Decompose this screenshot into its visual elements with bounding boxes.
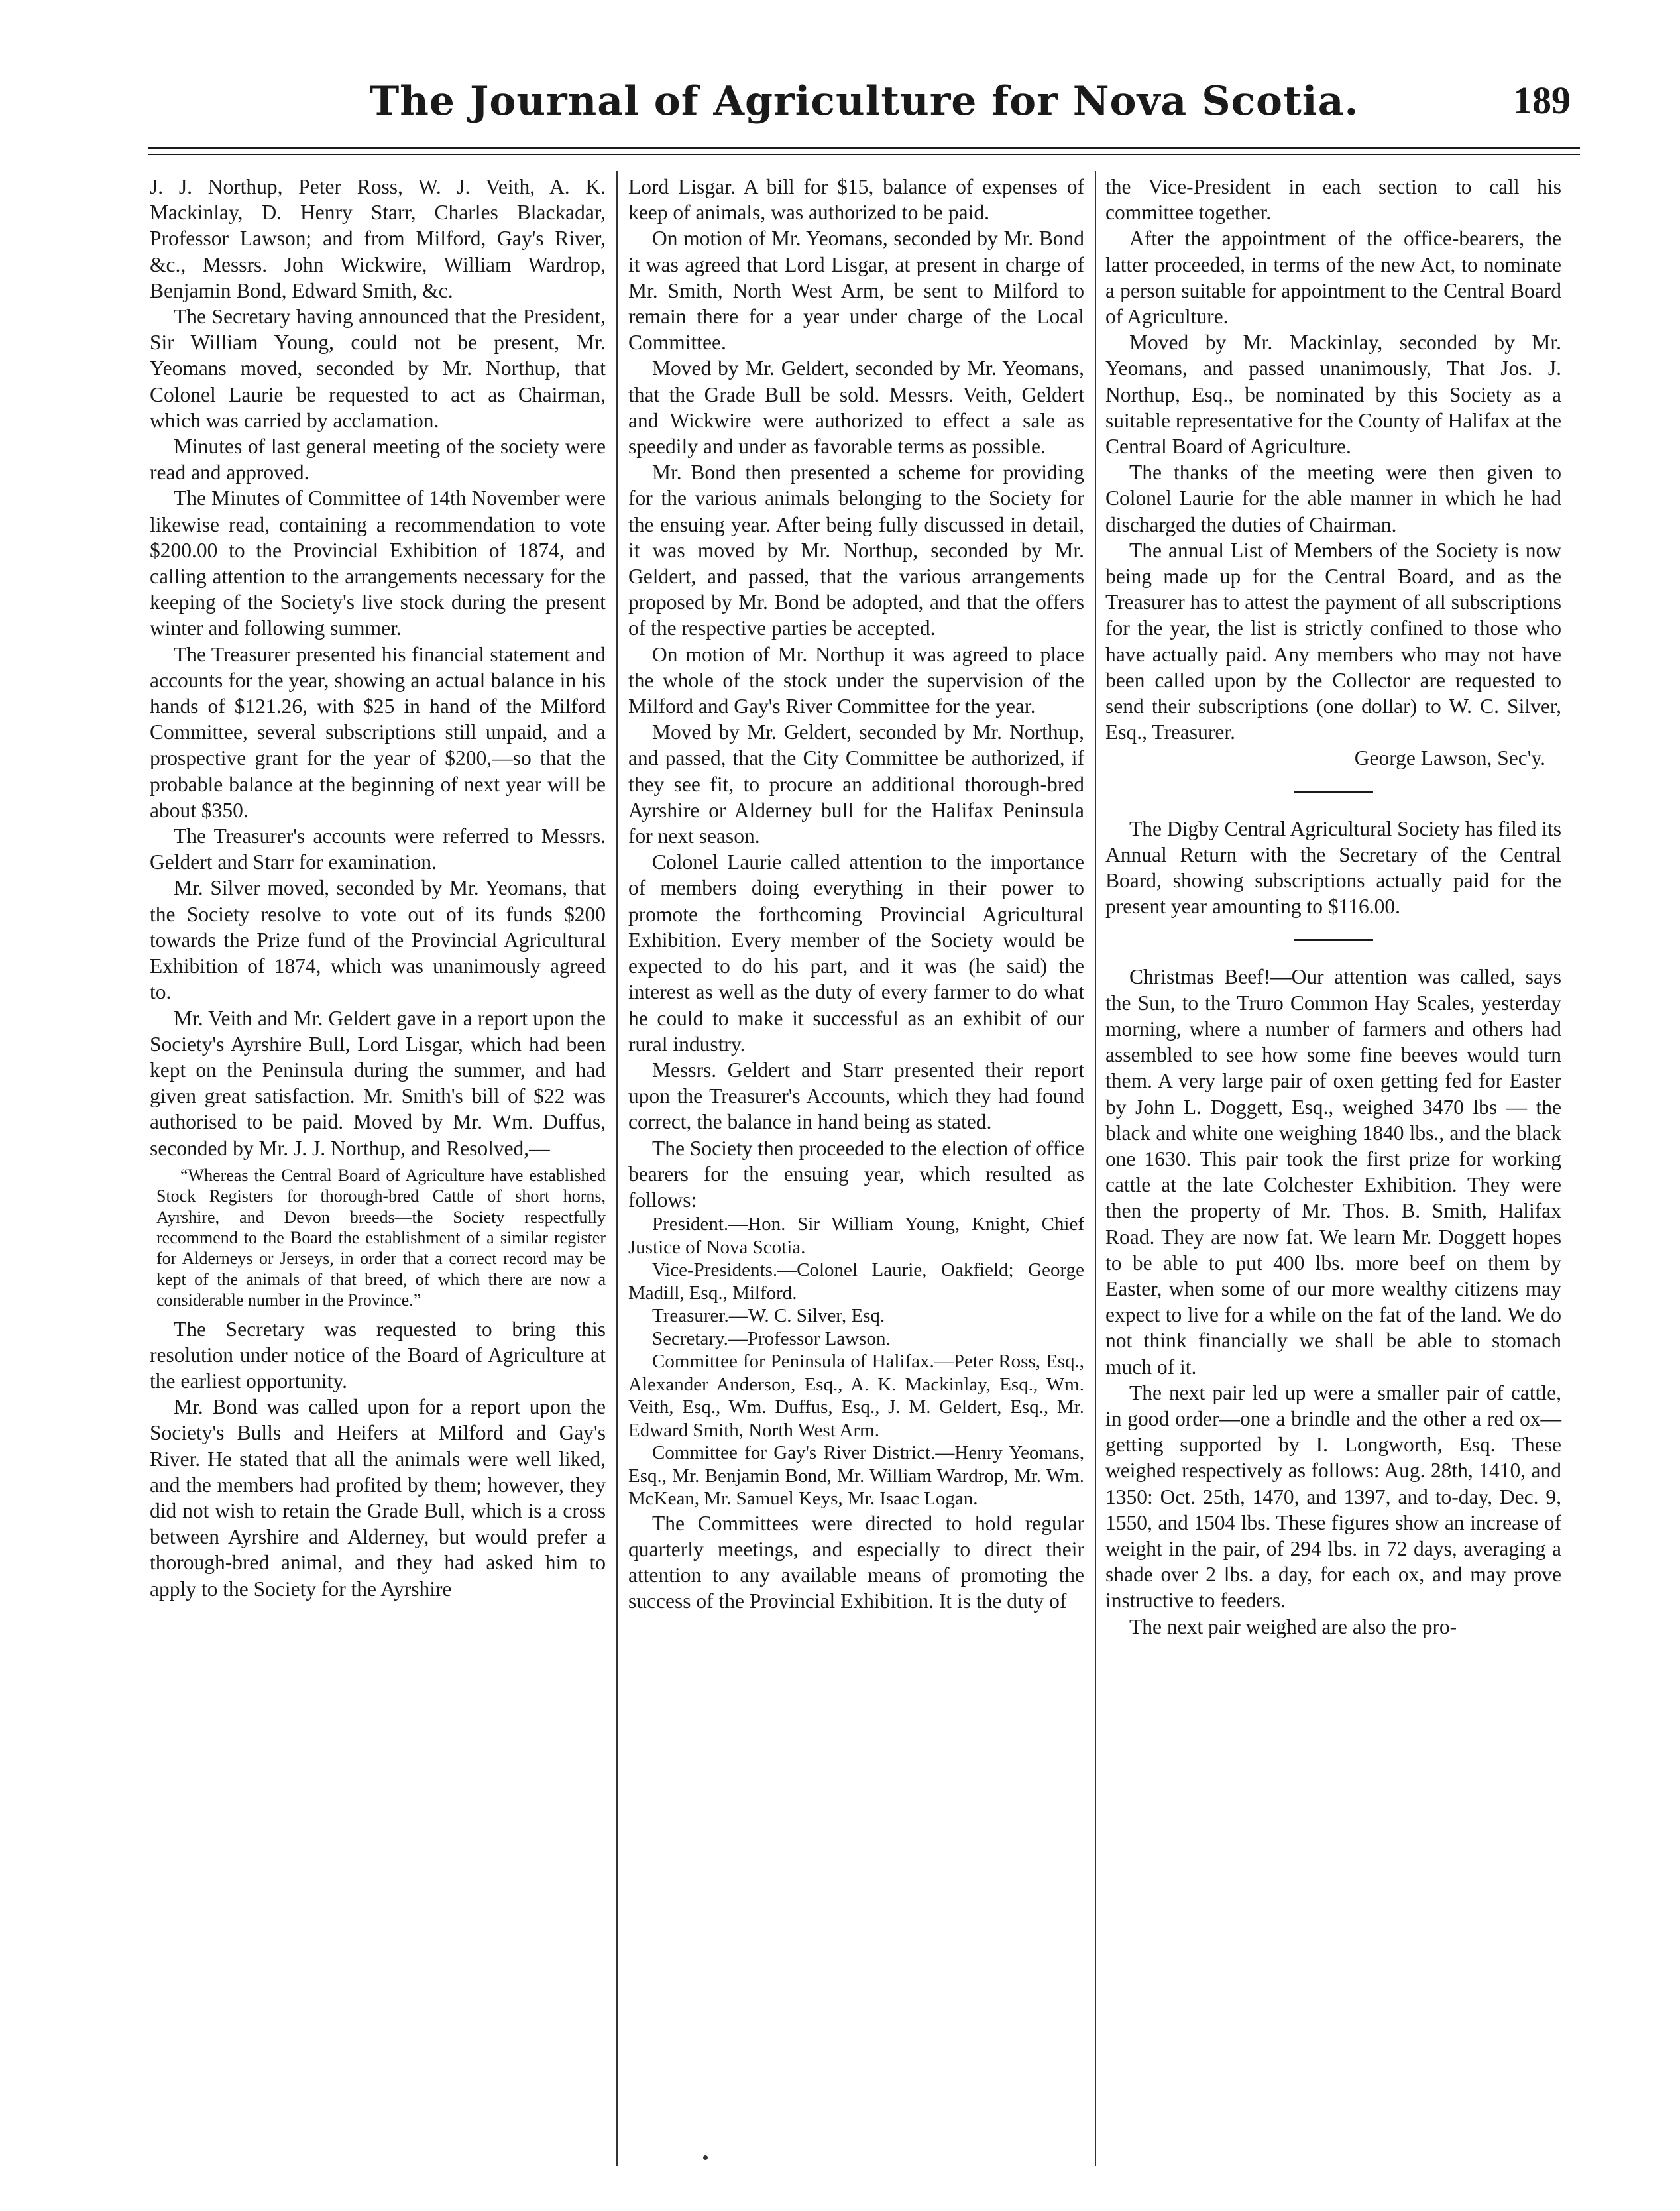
paragraph: The Society then proceeded to the election of office bearers for the ensuing year, which resulted as follows: <box>628 1136 1084 1212</box>
paragraph: The next pair led up were a smaller pair of cattle, in good order—one a brindle and the other a red ox—getting supported by I. Longworth, Esq. These weighed respectively as follows: Aug. 28th, 1410, and 1350: Oct. 25th, 1470, and 1397, and to-day, Dec. 9, 1550, and 1504 lbs. These figures show an increase of weight in the pair, of 294 lbs. in 72 days, averaging a shade over 2 lbs. a day, for each ox, and may prove instructive to feeders. <box>1105 1381 1561 1613</box>
paragraph: Mr. Bond then presented a scheme for providing for the various animals belonging to the Society for the ensuing year. After being fully discussed in detail, it was moved by Mr. Northup, seconded by Mr. Geldert, and passed, that the various arrangements proposed by Mr. Bond be adopted, and that the offers of the respective parties be accepted. <box>628 461 1084 640</box>
column-3 <box>1105 174 1561 1640</box>
paragraph: After the appointment of the office-bearers, the latter proceeded, in terms of the new Act, to nominate a person suitable for appointment to the Central Board of Agriculture. <box>1105 227 1561 329</box>
officer-entry: Secretary.—Professor Lawson. <box>652 1328 891 1349</box>
paragraph: Moved by Mr. Geldert, seconded by Mr. Northup, and passed, that the City Committee be authorized, if they see fit, to procure an additional thorough-bred Ayrshire or Alderney bull for the Halifax Peninsula for next season. <box>628 720 1084 848</box>
paragraph: Colonel Laurie called attention to the importance of members doing everything in their power to promote the forthcoming Provincial Agricultural Exhibition. Every member of the Society would be expected to do his part, and it was (he said) the interest as well as the duty of every farmer to do what he could to make it successful as an exhibit of our rural industry. <box>628 850 1084 1056</box>
page-number: 189 <box>1513 79 1571 122</box>
resolution-quote: “Whereas the Central Board of Agriculture have established Stock Registers for thorough-bred Cattle of short horns, Ayrshire, and Devon breeds—the Society respectfully recommend to the Board the establishment of a similar register for Alderneys or Jerseys, in order that a correct record may be kept of the animals of that breed, of which there are now a considerable number in the Province.” <box>156 1165 606 1310</box>
paragraph: Moved by Mr. Geldert, seconded by Mr. Yeomans, that the Grade Bull be sold. Messrs. Veith, Geldert and Wickwire were authorized to effect a sale as speedily and under as favorable terms as possible. <box>628 357 1084 459</box>
journal-title: The Journal of Agriculture for Nova Scotia. <box>369 78 1359 125</box>
paragraph: The Secretary having announced that the President, Sir William Young, could not be present, Mr. Yeomans moved, seconded by Mr. Northup, that Colonel Laurie be requested to act as Chairman, which was carried by acclamation. <box>150 305 606 432</box>
officer-entry: Treasurer.—W. C. Silver, Esq. <box>652 1305 885 1327</box>
paragraph: The Digby Central Agricultural Society has filed its Annual Return with the Secretary of the Central Board, showing subscriptions actually paid for the present year amounting to $116.00. <box>1105 817 1561 919</box>
paragraph: J. J. Northup, Peter Ross, W. J. Veith, A. K. Mackinlay, D. Henry Starr, Charles Blackadar, Professor Lawson; and from Milford, Gay's River, &c., Messrs. John Wickwire, William Wardrop, Benjamin Bond, Edward Smith, &c. <box>150 175 606 302</box>
section-divider <box>1294 939 1373 941</box>
paragraph: The Treasurer's accounts were referred to Messrs. Geldert and Starr for examination. <box>150 824 606 874</box>
column-rule-right <box>1095 171 1096 2166</box>
paragraph: The thanks of the meeting were then given to Colonel Laurie for the able manner in which he had discharged the duties of Chairman. <box>1105 461 1561 536</box>
header-rule-top <box>148 147 1580 149</box>
paragraph: Moved by Mr. Mackinlay, seconded by Mr. Yeomans, and passed unanimously, That Jos. J. Northup, Esq., be nominated by this Society as a suitable representative for the County of Halifax at the Central Board of Agriculture. <box>1105 331 1561 459</box>
paragraph: The Minutes of Committee of 14th November were likewise read, containing a recommendation to vote $200.00 to the Provincial Exhibition of 1874, and calling attention to the arrangements necessary for the keeping of the Society's live stock during the present winter and following summer. <box>150 486 606 640</box>
paragraph: Mr. Silver moved, seconded by Mr. Yeomans, that the Society resolve to vote out of its funds $200 towards the Prize fund of the Provincial Agricultural Exhibition of 1874, which was unanimously agreed to. <box>150 876 606 1004</box>
officer-entry: President.—Hon. Sir William Young, Knight, Chief Justice of Nova Scotia. <box>628 1214 1084 1258</box>
page-header <box>148 78 1580 138</box>
column-rule-left <box>616 171 618 2166</box>
officer-entry: Committee for Gay's River District.—Henry Yeomans, Esq., Mr. Benjamin Bond, Mr. William Wardrop, Mr. Wm. McKean, Mr. Samuel Keys, Mr. Isaac Logan. <box>628 1442 1084 1510</box>
paragraph: The Committees were directed to hold regular quarterly meetings, and especially to direct their attention to any available means of promoting the success of the Provincial Exhibition. It is the duty of <box>628 1511 1084 1613</box>
paragraph: The annual List of Members of the Society is now being made up for the Central Board, and as the Treasurer has to attest the payment of all subscriptions for the year, the list is strictly confined to those who have actually paid. Any members who may not have been called upon by the Collector are requested to send their subscriptions (one dollar) to W. C. Silver, Esq., Treasurer. <box>1105 538 1561 744</box>
officer-entry: Committee for Peninsula of Halifax.—Peter Ross, Esq., Alexander Anderson, Esq., A. K. Mackinlay, Esq., Wm. Veith, Esq., Wm. Duffus, Esq., J. M. Geldert, Esq., Mr. Edward Smith, North West Arm. <box>628 1351 1084 1441</box>
paragraph: Messrs. Geldert and Starr presented their report upon the Treasurer's Accounts, which they had found correct, the balance in hand being as stated. <box>628 1058 1084 1134</box>
section-divider <box>1294 791 1373 793</box>
header-rule-bottom <box>148 154 1580 155</box>
paragraph: The Treasurer presented his financial statement and accounts for the year, showing an actual balance in his hands of $121.26, with $25 in hand of the Milford Committee, several subscriptions still unpaid, and a prospective grant for the year of $200,—so that the probable balance at the beginning of next year will be about $350. <box>150 642 606 822</box>
paragraph: Mr. Bond was called upon for a report upon the Society's Bulls and Heifers at Milford and Gay's River. He stated that all the animals were well liked, and the members had profited by them; however, they did not wish to retain the Grade Bull, which is a cross between Ayrshire and Alderney, but would prefer a thorough-bred animal, and they had asked him to apply to the Society for the Ayrshire <box>150 1395 606 1601</box>
paragraph: On motion of Mr. Yeomans, seconded by Mr. Bond it was agreed that Lord Lisgar, at present in charge of Mr. Smith, North West Arm, be sent to Milford to remain there for a year under charge of the Local Committee. <box>628 227 1084 355</box>
paragraph: Lord Lisgar. A bill for $15, balance of expenses of keep of animals, was authorized to be paid. <box>628 175 1084 225</box>
officer-entry: Vice-Presidents.—Colonel Laurie, Oakfield; George Madill, Esq., Milford. <box>628 1259 1084 1304</box>
paragraph: On motion of Mr. Northup it was agreed to place the whole of the stock under the supervision of the Milford and Gay's River Committee for the year. <box>628 642 1084 718</box>
signature: George Lawson, Sec'y. <box>1354 746 1545 770</box>
column-2 <box>628 174 1084 1614</box>
paragraph: Minutes of last general meeting of the society were read and approved. <box>150 435 606 484</box>
paragraph: the Vice-President in each section to call his committee together. <box>1105 175 1561 225</box>
paragraph: Christmas Beef!—Our attention was called, says the Sun, to the Truro Common Hay Scales, yesterday morning, where a number of farmers and others had assembled to see how some fine beeves would turn them. A very large pair of oxen getting fed for Easter by John L. Doggett, Esq., weighed 3470 lbs — the black and white one weighing 1840 lbs., and the black one 1630. This pair took the first prize for working cattle at the late Colchester Exhibition. They were then the property of Mr. Thos. B. Smith, Halifax Road. They are now fat. We learn Mr. Doggett hopes to be able to put 400 lbs. more beef on them by Easter, when some of our more wealthy citizens may expect to live for a while on the fat of the land. We do not think financially we shall be able to stomach much of it. <box>1105 965 1561 1379</box>
column-1 <box>150 174 606 1602</box>
paragraph: The Secretary was requested to bring this resolution under notice of the Board of Agriculture at the earliest opportunity. <box>150 1317 606 1392</box>
paragraph: The next pair weighed are also the pro- <box>1129 1615 1457 1638</box>
printer-mark <box>703 2155 708 2160</box>
paragraph: Mr. Veith and Mr. Geldert gave in a report upon the Society's Ayrshire Bull, Lord Lisgar, which had been kept on the Peninsula during the summer, and had given great satisfaction. Mr. Smith's bill of $22 was authorised to be paid. Moved by Mr. Wm. Duffus, seconded by Mr. J. J. Northup, and Resolved,— <box>150 1006 606 1160</box>
